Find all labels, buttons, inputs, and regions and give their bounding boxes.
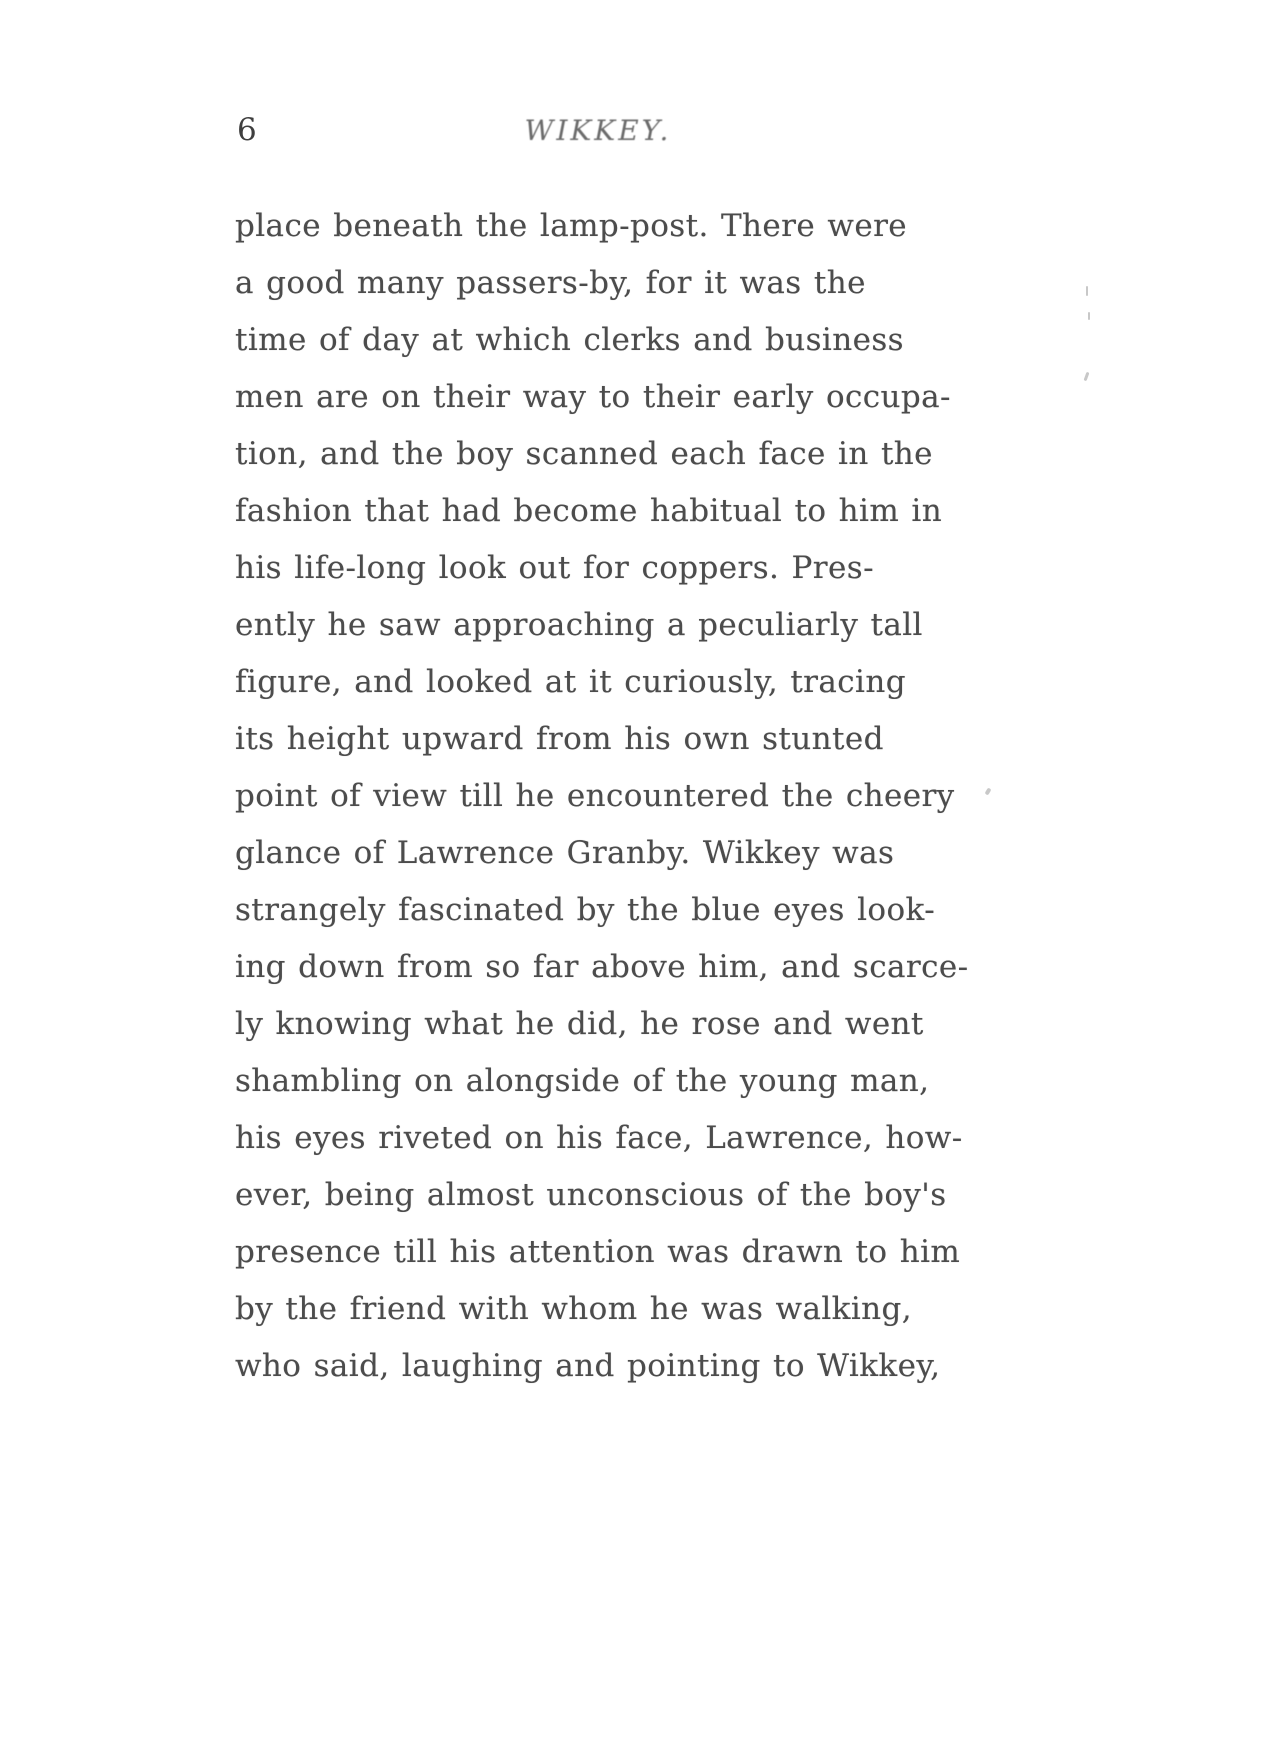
text-line: strangely fascinated by the blue eyes look-: [235, 892, 936, 928]
text-line: his life-long look out for coppers. Pres-: [235, 550, 874, 586]
text-line: ly knowing what he did, he rose and went: [235, 1006, 924, 1042]
text-line: men are on their way to their early occupa-: [235, 379, 951, 415]
text-line: fashion that had become habitual to him in: [235, 493, 943, 529]
text-line: place beneath the lamp-post. There were: [235, 208, 908, 244]
text-line: time of day at which clerks and business: [235, 322, 904, 358]
text-line: figure, and looked at it curiously, tracing: [235, 664, 906, 700]
text-line: its height upward from his own stunted: [235, 721, 884, 757]
text-line: shambling on alongside of the young man,: [235, 1063, 930, 1099]
page-number: 6: [237, 112, 257, 148]
text-line: ever, being almost unconscious of the boy's: [235, 1177, 947, 1213]
scan-artifact: [1088, 312, 1090, 320]
scan-artifact: [985, 787, 992, 795]
text-line: presence till his attention was drawn to him: [235, 1234, 961, 1270]
text-line: by the friend with whom he was walking,: [235, 1291, 913, 1327]
scan-artifact: [1086, 286, 1088, 296]
running-head: [235, 112, 961, 160]
text-line: a good many passers-by, for it was the: [235, 265, 866, 301]
text-line: ing down from so far above him, and scarce-: [235, 949, 969, 985]
body-text: [235, 198, 969, 1395]
text-line: who said, laughing and pointing to Wikkey,: [235, 1348, 941, 1384]
text-line: glance of Lawrence Granby. Wikkey was: [235, 835, 895, 871]
text-line: tion, and the boy scanned each face in the: [235, 436, 933, 472]
text-line: point of view till he encountered the cheery: [235, 778, 955, 814]
text-line: ently he saw approaching a peculiarly tall: [235, 607, 923, 643]
text-column: [235, 112, 969, 1395]
scan-artifact: [1084, 372, 1090, 381]
running-title: WIKKEY.: [524, 114, 672, 147]
text-line: his eyes riveted on his face, Lawrence, how-: [235, 1120, 963, 1156]
